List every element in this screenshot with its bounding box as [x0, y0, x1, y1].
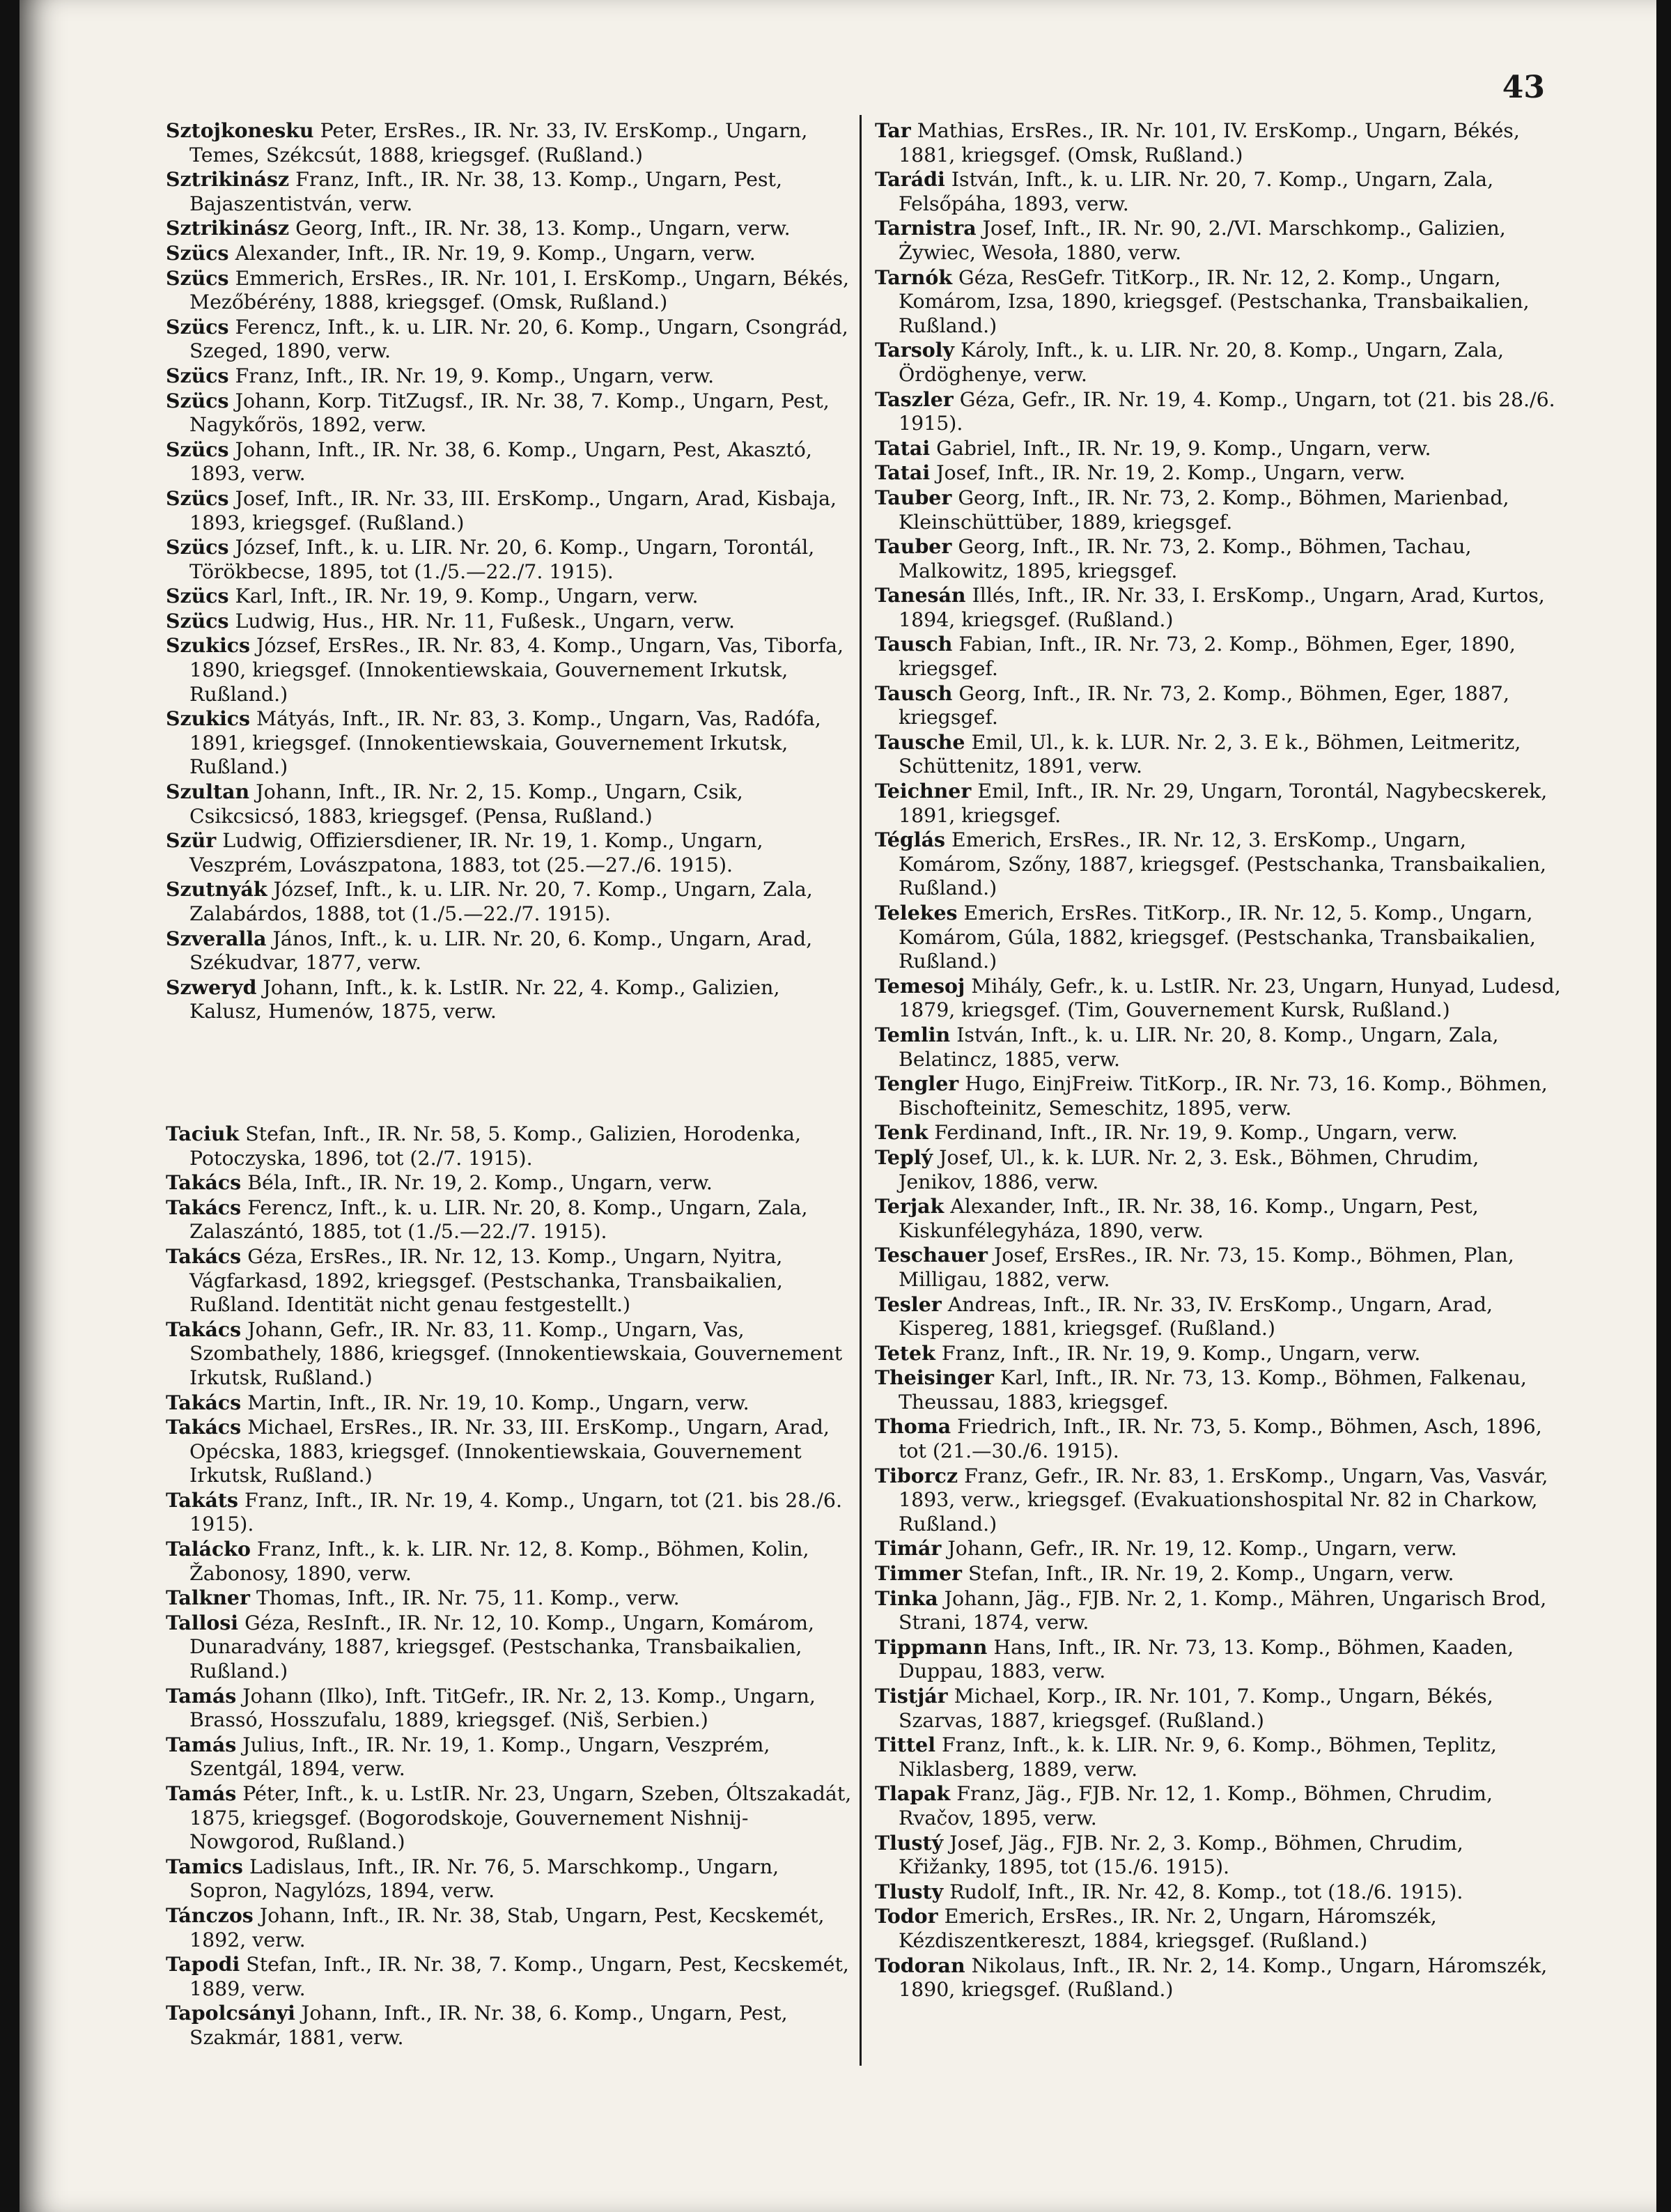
entry-details: Ladislaus, Inft., IR. Nr. 76, 5. Marschkomp., Ungarn, Sopron, Nagylózs, 1894, verw.	[189, 1855, 779, 1903]
list-entry	[875, 486, 1561, 534]
entry-details: Karl, Inft., IR. Nr. 19, 9. Komp., Ungarn, verw.	[235, 585, 699, 608]
list-entry	[875, 1194, 1561, 1243]
list-entry	[166, 118, 852, 167]
list-entry	[875, 901, 1561, 974]
entry-list-right	[875, 118, 1561, 2002]
list-entry	[166, 1170, 852, 1196]
list-entry	[875, 265, 1561, 339]
entry-details: Ludwig, Offiziersdiener, IR. Nr. 19, 1. Komp., Ungarn, Veszprém, Lovászpatona, 1883, tot (25.—27./6. 1915).	[189, 829, 763, 876]
entry-details: Géza, ResInft., IR. Nr. 12, 10. Komp., Ungarn, Komárom, Dunaradvány, 1887, kriegsgef. (Pestschanka, Transbaikalien, Rußland.)	[189, 1611, 815, 1683]
entry-surname: Takács	[166, 1415, 242, 1439]
entry-details: Stefan, Inft., IR. Nr. 58, 5. Komp., Galizien, Horodenka, Potoczyska, 1896, tot (2./7. 1915).	[189, 1122, 801, 1170]
list-entry	[875, 1954, 1561, 2002]
entry-surname: Szücs	[166, 314, 229, 339]
list-entry	[875, 387, 1561, 436]
column-divider	[860, 115, 862, 2066]
entry-details: Ferencz, Inft., k. u. LIR. Nr. 20, 6. Komp., Ungarn, Csongrád, Szeged, 1890, verw.	[189, 315, 848, 363]
list-entry	[166, 1391, 852, 1416]
entry-details: Hugo, EinjFreiw. TitKorp., IR. Nr. 73, 16. Komp., Böhmen, Bischofteinitz, Semeschitz, 1895, verw.	[899, 1072, 1548, 1120]
left-column	[166, 118, 852, 2050]
entry-surname: Timár	[875, 1536, 942, 1561]
list-entry	[875, 1243, 1561, 1292]
entry-list-t	[166, 1122, 852, 2050]
entry-surname: Tanesán	[875, 583, 966, 608]
list-entry	[875, 1536, 1561, 1561]
entry-details: Johann, Korp. TitZugsf., IR. Nr. 38, 7. Komp., Ungarn, Pest, Nagykőrös, 1892, verw.	[189, 389, 830, 437]
entry-details: Mátyás, Inft., IR. Nr. 83, 3. Komp., Ungarn, Vas, Radófa, 1891, kriegsgef. (Innokentiewskaia, Gouvernement Irkutsk, Rußland.)	[189, 707, 821, 779]
entry-surname: Tar	[875, 118, 911, 142]
entry-surname: Szukics	[166, 706, 250, 731]
entry-details: Alexander, Inft., IR. Nr. 19, 9. Komp., Ungarn, verw.	[235, 241, 756, 265]
entry-surname: Takács	[166, 1390, 242, 1414]
entry-surname: Tlapak	[875, 1781, 951, 1806]
entry-surname: Szukics	[166, 633, 250, 658]
list-entry	[875, 1414, 1561, 1463]
entry-surname: Tauber	[875, 485, 952, 509]
entry-details: Johann, Gefr., IR. Nr. 19, 12. Komp., Ungarn, verw.	[947, 1537, 1457, 1561]
entry-details: János, Inft., k. u. LIR. Nr. 20, 6. Komp., Ungarn, Arad, Székudvar, 1877, verw.	[189, 927, 813, 975]
entry-details: Peter, ErsRes., IR. Nr. 33, IV. ErsKomp., Ungarn, Temes, Székcsút, 1888, kriegsgef. (Rußland.)	[189, 119, 808, 167]
entry-surname: Sztrikinász	[166, 167, 290, 192]
entry-surname: Tarádi	[875, 167, 945, 192]
entry-surname: Szücs	[166, 240, 229, 265]
entry-details: Géza, Gefr., IR. Nr. 19, 4. Komp., Ungarn, tot (21. bis 28./6. 1915).	[899, 387, 1555, 435]
entry-details: Emil, Inft., IR. Nr. 29, Ungarn, Torontál, Nagybecskerek, 1891, kriegsgef.	[899, 780, 1548, 827]
entry-surname: Todoran	[875, 1953, 965, 1977]
list-entry	[875, 632, 1561, 681]
entry-details: József, Inft., k. u. LIR. Nr. 20, 6. Komp., Ungarn, Torontál, Törökbecse, 1895, tot (1./5.—22./7. 1915).	[189, 536, 815, 583]
list-entry	[166, 609, 852, 634]
list-entry	[875, 216, 1561, 265]
entry-details: Martin, Inft., IR. Nr. 19, 10. Komp., Ungarn, verw.	[247, 1391, 749, 1414]
entry-surname: Tapodi	[166, 1952, 240, 1977]
entry-surname: Talkner	[166, 1586, 250, 1610]
list-entry	[166, 1488, 852, 1537]
list-entry	[166, 315, 852, 364]
entry-surname: Tausche	[875, 729, 965, 754]
entry-surname: Szücs	[166, 388, 229, 412]
list-entry	[166, 828, 852, 877]
entry-surname: Terjak	[875, 1194, 945, 1219]
list-entry	[166, 535, 852, 584]
list-entry	[166, 364, 852, 389]
entry-details: Stefan, Inft., IR. Nr. 38, 7. Komp., Ungarn, Pest, Kecskemét, 1889, verw.	[189, 1953, 849, 2000]
entry-details: Béla, Inft., IR. Nr. 19, 2. Komp., Ungarn, verw.	[247, 1171, 713, 1195]
entry-details: Johann, Inft., IR. Nr. 38, 6. Komp., Ungarn, Pest, Szakmár, 1881, verw.	[189, 2002, 788, 2049]
list-entry	[875, 338, 1561, 387]
entry-details: István, Inft., k. u. LIR. Nr. 20, 7. Komp., Ungarn, Zala, Felsőpáha, 1893, verw.	[899, 168, 1494, 215]
list-entry	[166, 216, 852, 241]
entry-details: Johann, Inft., IR. Nr. 38, Stab, Ungarn, Pest, Kecskemét, 1892, verw.	[189, 1903, 825, 1951]
entry-details: Emerich, ErsRes., IR. Nr. 12, 3. ErsKomp., Ungarn, Komárom, Szőny, 1887, kriegsgef. (Pestschanka, Transbaikalien, Rußland.)	[899, 828, 1547, 900]
list-entry	[166, 1733, 852, 1781]
entry-details: Georg, Inft., IR. Nr. 38, 13. Komp., Ungarn, verw.	[295, 217, 791, 240]
entry-details: Hans, Inft., IR. Nr. 73, 13. Komp., Böhmen, Kaaden, Duppau, 1883, verw.	[899, 1635, 1514, 1683]
entry-details: Johann, Gefr., IR. Nr. 83, 11. Komp., Ungarn, Vas, Szombathely, 1886, kriegsgef. (Innokentiewskaia, Gouvernement Irkutsk, Rußland.)	[189, 1317, 843, 1389]
entry-details: Franz, Jäg., FJB. Nr. 12, 1. Komp., Böhmen, Chrudim, Rvačov, 1895, verw.	[899, 1782, 1493, 1830]
entry-details: Emmerich, ErsRes., IR. Nr. 101, I. ErsKomp., Ungarn, Békés, Mezőbérény, 1888, kriegsgef. (Omsk, Rußland.)	[189, 266, 850, 314]
entry-surname: Taciuk	[166, 1121, 240, 1145]
entry-surname: Tánczos	[166, 1903, 254, 1927]
list-entry	[875, 534, 1561, 583]
list-entry	[875, 681, 1561, 730]
entry-details: Nikolaus, Inft., IR. Nr. 2, 14. Komp., Ungarn, Háromszék, 1890, kriegsgef. (Rußland.)	[899, 1954, 1548, 2002]
entry-surname: Temesoj	[875, 973, 965, 998]
entry-surname: Takács	[166, 1195, 242, 1219]
entry-details: Josef, Inft., IR. Nr. 90, 2./VI. Marschkomp., Galizien, Żywiec, Wesoła, 1880, verw.	[899, 217, 1506, 264]
entry-surname: Szultan	[166, 780, 250, 804]
entry-surname: Tauber	[875, 534, 952, 559]
entry-details: Illés, Inft., IR. Nr. 33, I. ErsKomp., Ungarn, Arad, Kurtos, 1894, kriegsgef. (Rußland.)	[899, 584, 1545, 631]
entry-surname: Teschauer	[875, 1243, 988, 1267]
entry-surname: Szücs	[166, 486, 229, 510]
entry-details: Emerich, ErsRes. TitKorp., IR. Nr. 12, 5. Komp., Ungarn, Komárom, Gúla, 1882, kriegsgef. (Pestschanka, Transbaikalien, Rußland.)	[899, 902, 1536, 973]
list-entry	[166, 877, 852, 926]
entry-surname: Theisinger	[875, 1366, 994, 1390]
list-entry	[166, 389, 852, 438]
entry-details: Johann, Inft., IR. Nr. 38, 6. Komp., Ungarn, Pest, Akasztó, 1893, verw.	[189, 438, 812, 486]
entry-details: Josef, ErsRes., IR. Nr. 73, 15. Komp., Böhmen, Plan, Milligau, 1882, verw.	[899, 1244, 1514, 1291]
entry-surname: Tetek	[875, 1340, 935, 1365]
list-entry	[875, 730, 1561, 779]
list-entry	[875, 1366, 1561, 1414]
entry-surname: Tamás	[166, 1683, 237, 1708]
entry-details: Johann, Inft., IR. Nr. 2, 15. Komp., Ungarn, Csik, Csikcsicsó, 1883, kriegsgef. (Pensa, Rußland.)	[189, 780, 743, 828]
entry-surname: Tengler	[875, 1072, 959, 1096]
entry-surname: Szutnyák	[166, 877, 267, 902]
entry-surname: Tiborcz	[875, 1463, 958, 1487]
entry-details: Alexander, Inft., IR. Nr. 38, 16. Komp., Ungarn, Pest, Kiskunfélegyháza, 1890, verw.	[899, 1195, 1479, 1242]
list-entry	[875, 167, 1561, 216]
list-entry	[875, 1831, 1561, 1880]
entry-surname: Sztojkonesku	[166, 118, 314, 142]
entry-surname: Szweryd	[166, 975, 257, 999]
entry-surname: Sztrikinász	[166, 216, 290, 240]
entry-details: Ludwig, Hus., HR. Nr. 11, Fußesk., Ungarn, verw.	[235, 609, 736, 633]
entry-details: Károly, Inft., k. u. LIR. Nr. 20, 8. Komp., Ungarn, Zala, Ördöghenye, verw.	[899, 339, 1505, 386]
list-entry	[875, 1072, 1561, 1120]
list-entry	[166, 2001, 852, 2050]
list-entry	[166, 1952, 852, 2001]
entry-surname: Szücs	[166, 608, 229, 633]
list-entry	[875, 461, 1561, 486]
entry-details: Thomas, Inft., IR. Nr. 75, 11. Komp., verw.	[256, 1586, 680, 1610]
entry-details: Karl, Inft., IR. Nr. 73, 13. Komp., Böhmen, Falkenau, Theussau, 1883, kriegsgef.	[899, 1366, 1527, 1414]
entry-surname: Tallosi	[166, 1610, 239, 1634]
entry-surname: Teplý	[875, 1145, 933, 1169]
list-entry	[166, 1415, 852, 1488]
entry-details: Péter, Inft., k. u. LstIR. Nr. 23, Ungarn, Szeben, Óltszakadát, 1875, kriegsgef. (Bogorodskoje, Gouvernement Nishnij-Nowgorod, Rußland.)	[189, 1782, 852, 1854]
list-entry	[166, 167, 852, 216]
entry-surname: Todor	[875, 1904, 938, 1928]
entry-surname: Taszler	[875, 387, 954, 411]
list-entry	[875, 1733, 1561, 1781]
list-entry	[166, 780, 852, 828]
list-entry	[875, 1635, 1561, 1684]
entry-surname: Tatai	[875, 435, 931, 460]
entry-details: Michael, Korp., IR. Nr. 101, 7. Komp., Ungarn, Békés, Szarvas, 1887, kriegsgef. (Rußland.)	[899, 1685, 1493, 1732]
entry-list-sz	[166, 118, 852, 1024]
entry-details: Rudolf, Inft., IR. Nr. 42, 8. Komp., tot (18./6. 1915).	[949, 1880, 1463, 1903]
entry-surname: Timmer	[875, 1561, 963, 1586]
list-entry	[166, 266, 852, 315]
list-entry	[875, 1023, 1561, 1072]
entry-details: Gabriel, Inft., IR. Nr. 19, 9. Komp., Ungarn, verw.	[936, 436, 1431, 460]
entry-details: Georg, Inft., IR. Nr. 73, 2. Komp., Böhmen, Tachau, Malkowitz, 1895, kriegsgef.	[899, 535, 1472, 582]
entry-surname: Tenk	[875, 1120, 928, 1145]
entry-details: Ferencz, Inft., k. u. LIR. Nr. 20, 8. Komp., Ungarn, Zala, Zalaszántó, 1885, tot (1./5.—22./7. 1915).	[189, 1196, 808, 1244]
entry-details: Josef, Inft., IR. Nr. 33, III. ErsKomp., Ungarn, Arad, Kisbaja, 1893, kriegsgef. (Rußland.)	[189, 486, 837, 534]
list-entry	[875, 1145, 1561, 1194]
entry-details: Franz, Inft., IR. Nr. 19, 4. Komp., Ungarn, tot (21. bis 28./6. 1915).	[189, 1488, 843, 1536]
entry-surname: Szveralla	[166, 926, 267, 950]
list-entry	[166, 633, 852, 706]
list-entry	[166, 1244, 852, 1317]
entry-surname: Thoma	[875, 1414, 951, 1439]
list-entry	[166, 438, 852, 486]
entry-surname: Tapolcsányi	[166, 2001, 295, 2025]
entry-surname: Szücs	[166, 437, 229, 461]
entry-details: István, Inft., k. u. LIR. Nr. 20, 8. Komp., Ungarn, Zala, Belatincz, 1885, verw.	[899, 1023, 1499, 1071]
list-entry	[875, 828, 1561, 901]
list-entry	[875, 1292, 1561, 1341]
entry-details: Johann (Ilko), Inft. TitGefr., IR. Nr. 2, 13. Komp., Ungarn, Brassó, Hosszufalu, 1889, kriegsgef. (Niš, Serbien.)	[189, 1684, 816, 1732]
list-entry	[875, 1120, 1561, 1145]
entry-surname: Tinka	[875, 1586, 938, 1610]
entry-surname: Takács	[166, 1317, 242, 1341]
entry-details: Géza, ResGefr. TitKorp., IR. Nr. 12, 2. Komp., Ungarn, Komárom, Izsa, 1890, kriegsgef. (Pestschanka, Transbaikalien, Rußland.)	[899, 265, 1530, 337]
entry-surname: Tamás	[166, 1732, 237, 1756]
entry-surname: Tarnistra	[875, 216, 977, 240]
entry-details: Mathias, ErsRes., IR. Nr. 101, IV. ErsKomp., Ungarn, Békés, 1881, kriegsgef. (Omsk, Rußland.)	[899, 119, 1520, 167]
entry-details: Fabian, Inft., IR. Nr. 73, 2. Komp., Böhmen, Eger, 1890, kriegsgef.	[899, 633, 1516, 681]
entry-surname: Telekes	[875, 901, 958, 925]
list-entry	[166, 975, 852, 1024]
entry-surname: Takáts	[166, 1487, 238, 1512]
list-entry	[875, 583, 1561, 632]
list-entry	[875, 1904, 1561, 1953]
entry-surname: Tausch	[875, 681, 953, 705]
list-entry	[166, 1855, 852, 1903]
entry-details: Friedrich, Inft., IR. Nr. 73, 5. Komp., Böhmen, Asch, 1896, tot (21.—30./6. 1915).	[899, 1415, 1542, 1463]
list-entry	[166, 1317, 852, 1391]
entry-details: Josef, Ul., k. k. LUR. Nr. 2, 3. Esk., Böhmen, Chrudim, Jenikov, 1886, verw.	[899, 1145, 1479, 1193]
list-entry	[166, 1781, 852, 1855]
entry-details: Franz, Inft., IR. Nr. 19, 9. Komp., Ungarn, verw.	[941, 1341, 1421, 1365]
entry-surname: Talácko	[166, 1537, 251, 1561]
entry-surname: Szücs	[166, 363, 229, 387]
entry-details: Julius, Inft., IR. Nr. 19, 1. Komp., Ungarn, Veszprém, Szentgál, 1894, verw.	[189, 1733, 770, 1781]
entry-surname: Teichner	[875, 779, 972, 803]
entry-surname: Téglás	[875, 828, 945, 852]
entry-surname: Tippmann	[875, 1634, 988, 1659]
list-entry	[166, 1903, 852, 1952]
entry-details: Emerich, ErsRes., IR. Nr. 2, Ungarn, Háromszék, Kézdiszentkereszt, 1884, kriegsgef. (Rußland.)	[899, 1905, 1437, 1952]
entry-surname: Szücs	[166, 584, 229, 608]
entry-details: József, ErsRes., IR. Nr. 83, 4. Komp., Ungarn, Vas, Tiborfa, 1890, kriegsgef. (Innokentiewskaia, Gouvernement Irkutsk, Rußland.)	[189, 634, 844, 706]
entry-details: Franz, Gefr., IR. Nr. 83, 1. ErsKomp., Ungarn, Vas, Vasvár, 1893, verw., kriegsgef. (Evakuationshospital Nr. 82 in Charkow, Rußland.)	[899, 1464, 1548, 1536]
list-entry	[875, 436, 1561, 461]
list-entry	[166, 584, 852, 609]
entry-surname: Tlusty	[875, 1879, 944, 1903]
entry-surname: Tarsoly	[875, 338, 954, 362]
entry-details: Mihály, Gefr., k. u. LstIR. Nr. 23, Ungarn, Hunyad, Ludesd, 1879, kriegsgef. (Tim, Gouvernement Kursk, Rußland.)	[899, 974, 1561, 1022]
entry-surname: Temlin	[875, 1022, 951, 1046]
list-entry	[875, 974, 1561, 1023]
section-gap	[166, 1024, 852, 1122]
entry-details: Franz, Inft., IR. Nr. 19, 9. Komp., Ungarn, verw.	[235, 364, 715, 387]
entry-surname: Tlustý	[875, 1830, 944, 1855]
list-entry	[875, 1586, 1561, 1635]
list-entry	[166, 1122, 852, 1170]
entry-details: Johann, Inft., k. k. LstIR. Nr. 22, 4. Komp., Galizien, Kalusz, Humenów, 1875, verw.	[189, 975, 780, 1023]
list-entry	[875, 118, 1561, 167]
document-page	[20, 0, 1656, 2212]
list-entry	[166, 1611, 852, 1684]
list-entry	[166, 241, 852, 266]
entry-surname: Tausch	[875, 632, 953, 656]
entry-surname: Tatai	[875, 461, 931, 485]
right-column	[875, 118, 1561, 2002]
list-entry	[875, 1880, 1561, 1905]
entry-details: Stefan, Inft., IR. Nr. 19, 2. Komp., Ungarn, verw.	[968, 1562, 1454, 1586]
list-entry	[166, 1537, 852, 1586]
entry-details: Georg, Inft., IR. Nr. 73, 2. Komp., Böhmen, Marienbad, Kleinschüttüber, 1889, kriegsgef.	[899, 486, 1509, 534]
entry-surname: Tistjár	[875, 1684, 948, 1708]
list-entry	[166, 1586, 852, 1611]
entry-surname: Szür	[166, 828, 217, 853]
entry-details: Michael, ErsRes., IR. Nr. 33, III. ErsKomp., Ungarn, Arad, Opécska, 1883, kriegsgef. (Innokentiewskaia, Gouvernement Irkutsk, Rußland.)	[189, 1416, 830, 1487]
entry-surname: Szücs	[166, 265, 229, 290]
entry-details: Josef, Jäg., FJB. Nr. 2, 3. Komp., Böhmen, Chrudim, Křižanky, 1895, tot (15./6. 1915).	[899, 1831, 1463, 1879]
page-number: 43	[1502, 70, 1545, 105]
entry-details: Emil, Ul., k. k. LUR. Nr. 2, 3. E k., Böhmen, Leitmeritz, Schüttenitz, 1891, verw.	[899, 730, 1521, 778]
list-entry	[166, 1684, 852, 1733]
list-entry	[875, 1464, 1561, 1537]
entry-surname: Takács	[166, 1244, 242, 1268]
list-entry	[875, 1781, 1561, 1830]
list-entry	[875, 1341, 1561, 1366]
entry-surname: Tarnók	[875, 265, 953, 289]
entry-surname: Tamás	[166, 1781, 237, 1805]
entry-details: Géza, ErsRes., IR. Nr. 12, 13. Komp., Ungarn, Nyitra, Vágfarkasd, 1892, kriegsgef. (Pestschanka, Transbaikalien, Rußland. Identität nicht genau festgestellt.)	[189, 1244, 783, 1317]
list-entry	[166, 486, 852, 535]
entry-surname: Tesler	[875, 1292, 942, 1316]
entry-details: Franz, Inft., IR. Nr. 38, 13. Komp., Ungarn, Pest, Bajaszentistván, verw.	[189, 168, 782, 215]
entry-surname: Szücs	[166, 535, 229, 559]
list-entry	[166, 927, 852, 975]
entry-details: Franz, Inft., k. k. LIR. Nr. 12, 8. Komp., Böhmen, Kolin, Žabonosy, 1890, verw.	[189, 1538, 809, 1585]
list-entry	[875, 1561, 1561, 1586]
entry-details: Franz, Inft., k. k. LIR. Nr. 9, 6. Komp., Böhmen, Teplitz, Niklasberg, 1889, verw.	[899, 1733, 1497, 1781]
list-entry	[166, 1196, 852, 1244]
list-entry	[875, 1684, 1561, 1733]
entry-details: József, Inft., k. u. LIR. Nr. 20, 7. Komp., Ungarn, Zala, Zalabárdos, 1888, tot (1./5.—22./7. 1915).	[189, 878, 813, 925]
entry-details: Johann, Jäg., FJB. Nr. 2, 1. Komp., Mähren, Ungarisch Brod, Strani, 1874, verw.	[899, 1586, 1547, 1634]
entry-surname: Tamics	[166, 1854, 243, 1878]
entry-details: Andreas, Inft., IR. Nr. 33, IV. ErsKomp., Ungarn, Arad, Kispereg, 1881, kriegsgef. (Rußland.)	[899, 1292, 1493, 1340]
entry-details: Josef, Inft., IR. Nr. 19, 2. Komp., Ungarn, verw.	[936, 461, 1406, 485]
entry-details: Georg, Inft., IR. Nr. 73, 2. Komp., Böhmen, Eger, 1887, kriegsgef.	[899, 681, 1510, 729]
list-entry	[875, 779, 1561, 828]
entry-surname: Tittel	[875, 1733, 935, 1757]
entry-details: Ferdinand, Inft., IR. Nr. 19, 9. Komp., Ungarn, verw.	[934, 1121, 1458, 1145]
entry-surname: Takács	[166, 1170, 242, 1195]
list-entry	[166, 706, 852, 780]
